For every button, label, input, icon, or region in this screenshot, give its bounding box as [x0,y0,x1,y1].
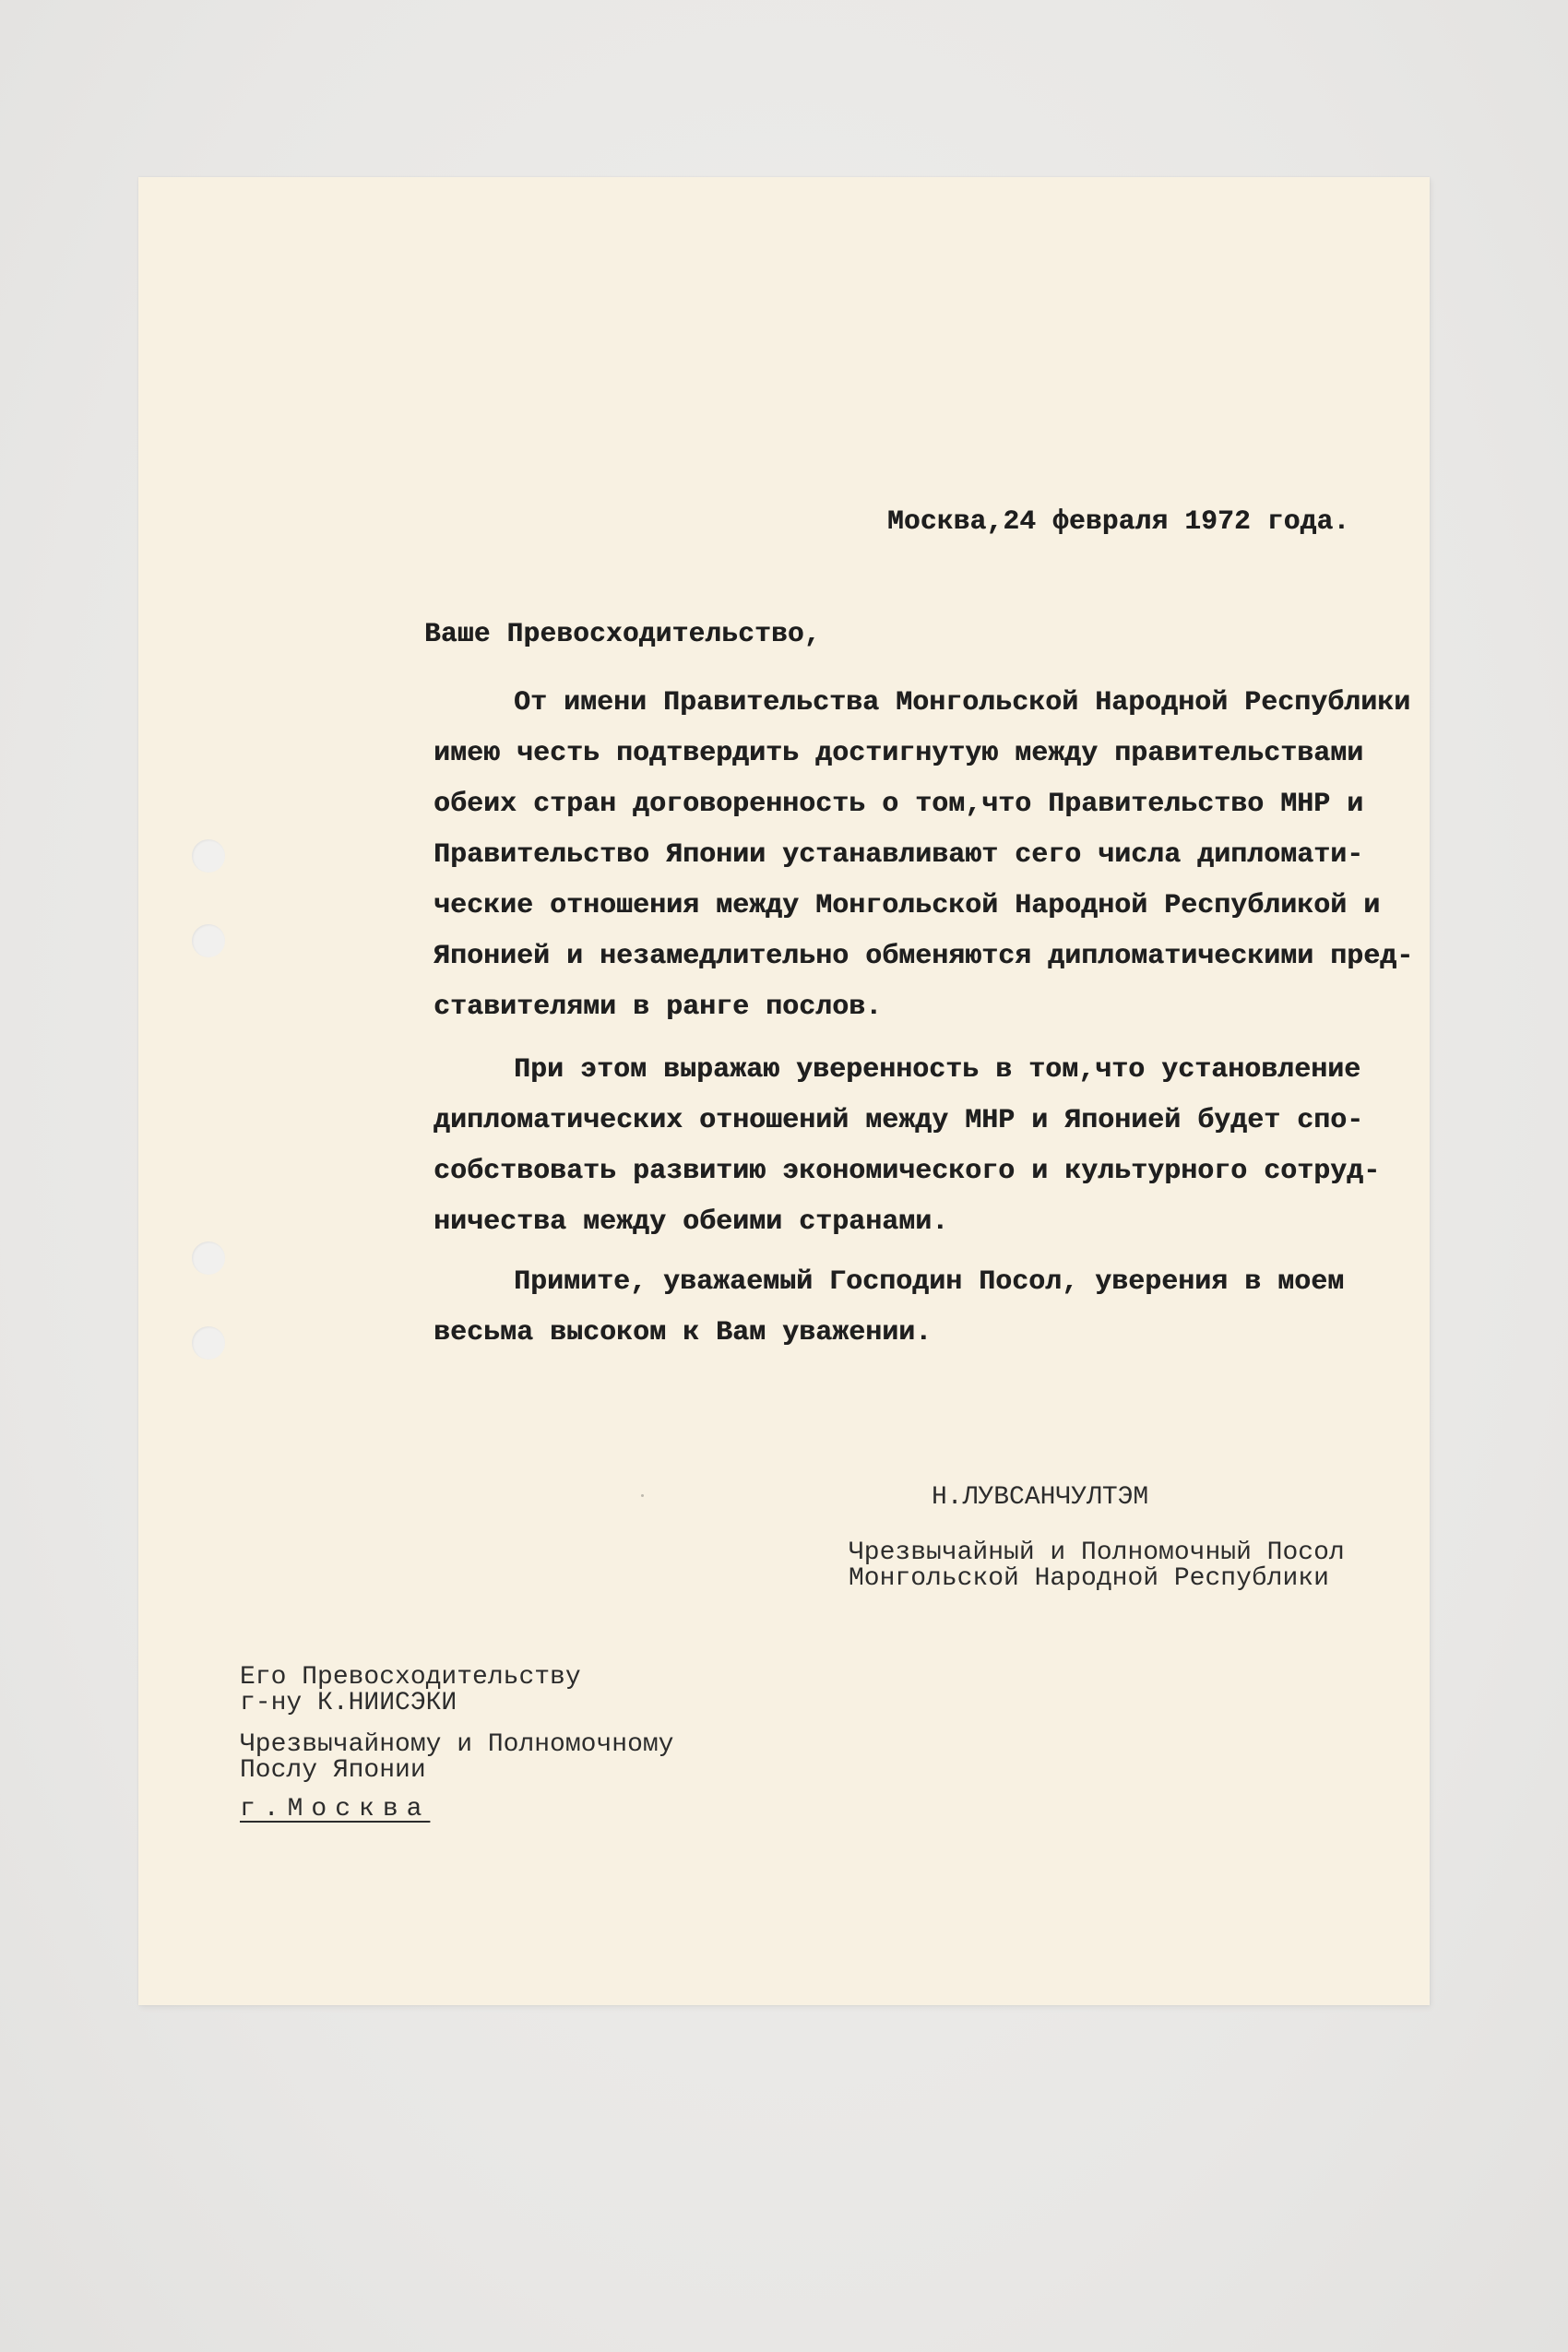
body-line: От имени Правительства Монгольской Народной Республики [514,687,1411,719]
body-line: обеих стран договоренность о том,что Правительство МНР и [434,789,1364,820]
body-line: ческие отношения между Монгольской Народной Республикой и [434,890,1381,921]
signatory-title-line-2: Монгольской Народной Республики [849,1564,1329,1593]
body-line: При этом выражаю уверенность в том,что установление [514,1054,1361,1086]
body-line: дипломатических отношений между МНР и Японией будет спо- [434,1105,1364,1136]
signatory-title-line-1: Чрезвычайный и Полномочный Посол [849,1538,1345,1567]
body-line: весьма высоком к Вам уважении. [434,1317,932,1348]
body-line: Японией и незамедлительно обменяются дипломатическими пред- [434,941,1414,972]
addressee-line-1: Его Превосходительству [240,1663,581,1692]
body-line: Правительство Японии устанавливают сего числа дипломати- [434,839,1364,871]
addressee-city: г.Москва [240,1795,431,1823]
punch-hole-3 [192,1241,225,1275]
paper-speck [641,1494,644,1497]
body-line: ничества между обеими странами. [434,1206,949,1238]
body-line: ставителями в ранге послов. [434,992,883,1023]
salutation: Ваше Превосходительство, [424,618,821,649]
addressee-line-2: г-ну К.НИИСЭКИ [240,1689,457,1717]
body-line: имею честь подтвердить достигнутую между правительствами [434,738,1364,769]
addressee-line-3: Чрезвычайному и Полномочному [240,1730,674,1759]
body-line: Примите, уважаемый Господин Посол, уверения в моем [514,1266,1345,1298]
place-date: Москва,24 февраля 1972 года. [887,505,1350,537]
punch-hole-1 [192,839,225,873]
punch-hole-4 [192,1326,225,1360]
signatory-name: Н.ЛУВСАНЧУЛТЭМ [932,1483,1149,1512]
addressee-line-4: Послу Японии [240,1756,426,1785]
body-line: собствовать развитию экономического и культурного сотруд- [434,1156,1381,1187]
punch-hole-2 [192,924,225,957]
